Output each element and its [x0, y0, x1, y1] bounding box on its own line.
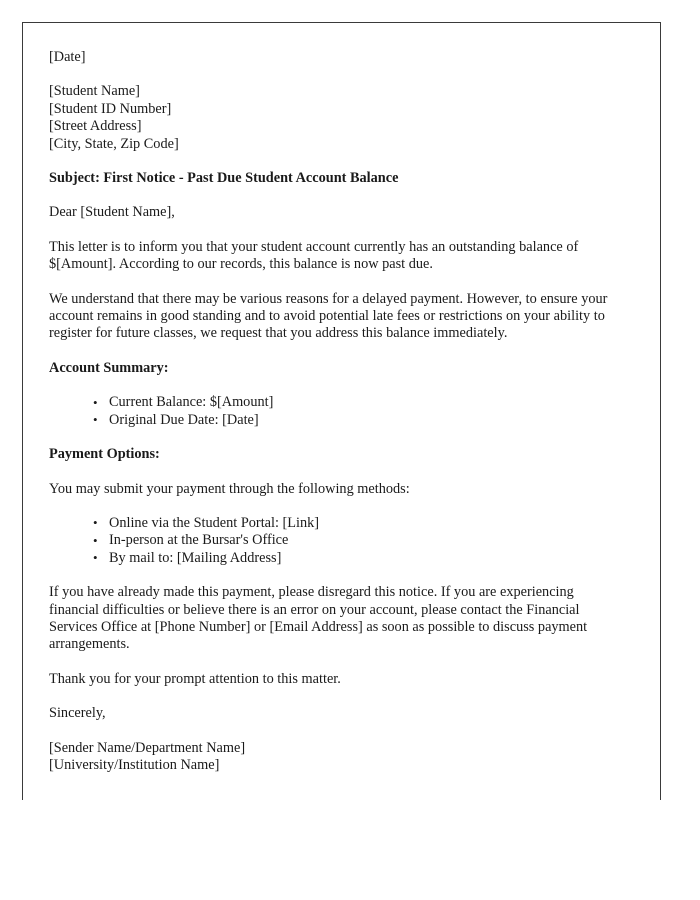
signature-block — [49, 740, 624, 775]
closing-block — [49, 705, 624, 722]
paragraph-3-block — [49, 584, 624, 654]
account-summary-heading: Account Summary: — [49, 359, 169, 376]
recipient-line-street: [Street Address] — [49, 118, 142, 135]
paragraph-4: Thank you for your prompt attention to this matter. — [49, 670, 341, 687]
paragraph-1-block — [49, 239, 624, 274]
salutation-line: Dear [Student Name], — [49, 204, 175, 221]
payment-methods-list — [49, 515, 624, 567]
paragraph-3: If you have already made this payment, please disregard this notice. If you are experiencing financial difficulties or believe there is an error on your account, please contact the Financial Services Office at [Phone Number] or [Email Address] as soon as possible to discuss payment arrangements. — [49, 584, 588, 653]
signature-sender: [Sender Name/Department Name] — [49, 739, 246, 756]
paragraph-4-block — [49, 671, 624, 688]
salutation-block — [49, 204, 624, 221]
closing-line: Sincerely, — [49, 705, 106, 722]
recipient-line-id: [Student ID Number] — [49, 100, 172, 117]
paragraph-1: This letter is to inform you that your student account currently has an outstanding balance of $[Amount]. According to our records, this balance is now past due. — [49, 238, 579, 273]
payment-options-heading-block — [49, 446, 624, 463]
document-page — [22, 22, 661, 800]
paragraph-2: We understand that there may be various reasons for a delayed payment. However, to ensure your account remains in good standing and to avoid potential late fees or restrictions on your ability to register for future classes, we request that you address this balance immediately. — [49, 290, 608, 342]
date-block — [49, 49, 624, 66]
subject-block — [49, 170, 624, 187]
recipient-address-block — [49, 83, 624, 153]
paragraph-2-block — [49, 291, 624, 343]
date-line: [Date] — [49, 49, 86, 65]
list-item: • Current Balance: $[Amount] — [93, 394, 624, 411]
signature-institution: [University/Institution Name] — [49, 756, 220, 773]
letter-body — [23, 23, 660, 774]
payment-intro: You may submit your payment through the following methods: — [49, 480, 410, 497]
subject-line: Subject: First Notice - Past Due Student Account Balance — [49, 170, 399, 187]
list-item: • Online via the Student Portal: [Link] — [93, 515, 624, 532]
account-summary-list — [49, 394, 624, 429]
recipient-line-name: [Student Name] — [49, 83, 140, 100]
list-item: • By mail to: [Mailing Address] — [93, 550, 624, 567]
list-item: • In-person at the Bursar's Office — [93, 532, 624, 549]
recipient-line-city: [City, State, Zip Code] — [49, 135, 179, 152]
list-item: • Original Due Date: [Date] — [93, 412, 624, 429]
payment-intro-block — [49, 481, 624, 498]
account-summary-heading-block — [49, 360, 624, 377]
payment-options-heading: Payment Options: — [49, 446, 160, 463]
